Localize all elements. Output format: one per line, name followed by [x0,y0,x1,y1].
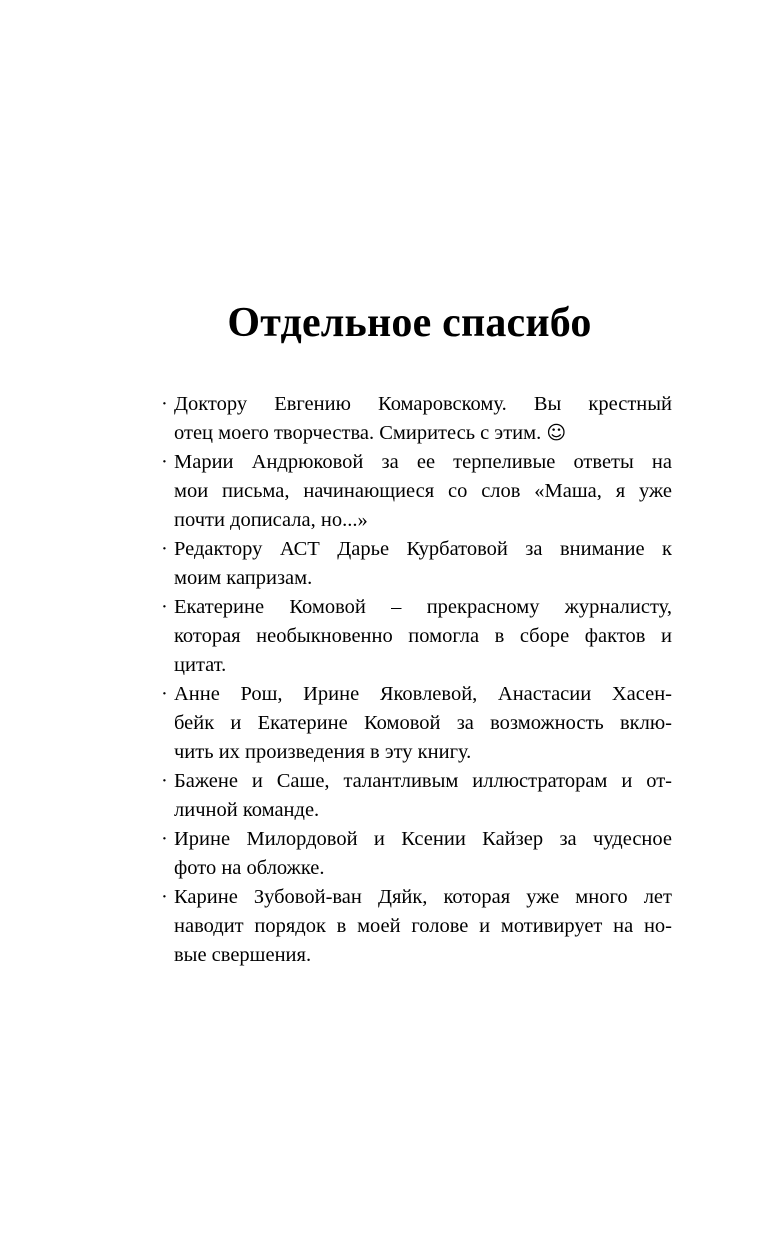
acknowledgement-line: Бажене и Саше, талантливым иллюстраторам и от- [174,770,672,792]
acknowledgement-item [161,390,672,448]
acknowledgement-item [161,680,672,767]
acknowledgement-item [161,883,672,970]
acknowledgement-line: наводит порядок в моей голове и мотивирует на но- [174,915,672,937]
acknowledgement-item [161,535,672,593]
bullet-marker-icon: · [161,886,168,908]
bullet-marker-icon: · [161,828,168,850]
acknowledgement-line: мои письма, начинающиеся со слов «Маша, я уже [174,480,672,502]
bullet-marker-icon: · [161,538,168,560]
page-title: Отдельное спасибо [227,300,592,347]
bullet-marker-icon: · [161,451,168,473]
acknowledgement-line: Марии Андрюковой за ее терпеливые ответы на [174,451,672,473]
bullet-marker-icon: · [161,393,168,415]
acknowledgement-line: Ирине Милордовой и Ксении Кайзер за чудесное [174,828,672,850]
acknowledgement-line: личной команде. [174,799,320,821]
acknowledgement-item [161,767,672,825]
acknowledgement-line: вые свершения. [174,944,312,966]
acknowledgement-item [161,593,672,680]
acknowledgement-line: цитат. [174,654,227,676]
acknowledgement-line: Редактору АСТ Дарье Курбатовой за внимание к [174,538,672,560]
acknowledgement-line: почти дописала, но...» [174,509,368,531]
acknowledgement-line: фото на обложке. [174,857,325,879]
acknowledgements-list [161,390,672,970]
acknowledgement-line: Карине Зубовой-ван Дяйк, которая уже много лет [174,886,672,908]
acknowledgement-line: которая необыкновенно помогла в сборе фактов и [174,625,672,647]
acknowledgement-item [161,825,672,883]
acknowledgement-line: Доктору Евгению Комаровскому. Вы крестный [174,393,672,415]
acknowledgement-line: чить их произведения в эту книгу. [174,741,472,763]
smiley-face-icon: ☺ [546,422,567,444]
acknowledgement-line: отец моего творчества. Смиритесь с этим. ☺ [174,422,567,444]
bullet-marker-icon: · [161,770,168,792]
bullet-marker-icon: · [161,596,168,618]
acknowledgement-line: моим капризам. [174,567,313,589]
acknowledgement-line: Екатерине Комовой – прекрасному журналисту, [174,596,672,618]
bullet-marker-icon: · [161,683,168,705]
acknowledgement-item [161,448,672,535]
acknowledgement-line: Анне Рош, Ирине Яковлевой, Анастасии Хасен- [174,683,672,705]
acknowledgement-line: бейк и Екатерине Комовой за возможность вклю- [174,712,672,734]
